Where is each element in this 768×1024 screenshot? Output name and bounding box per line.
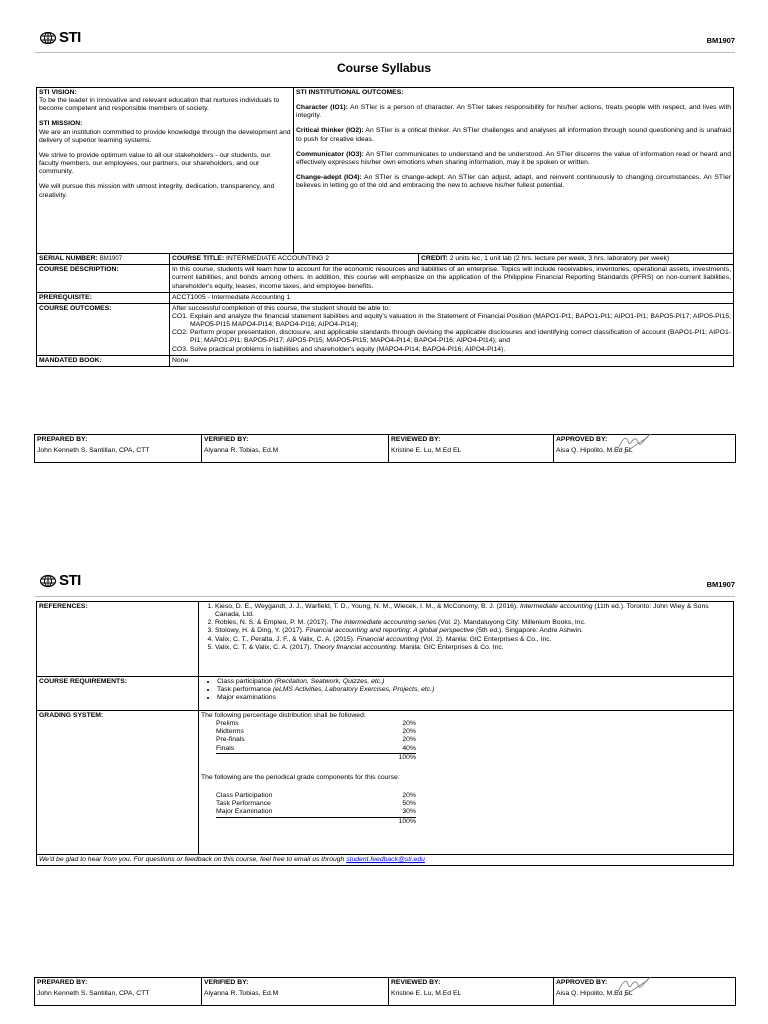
requirement-item: • Major examinations [217, 694, 731, 702]
vision-label: STI VISION: [39, 89, 77, 96]
prereq-value: ACCT1005 - Intermediate Accounting 1 [170, 292, 734, 303]
requirement-item: • Task performance (eLMS Activities, Laboratory Exercises, Projects, etc.) [217, 686, 731, 694]
grading-intro-2: The following are the periodical grade components for this course: [201, 773, 400, 781]
signature-scribble [614, 974, 654, 1000]
verified-name: Alyanna R. Tobias, Ed.M [204, 447, 279, 455]
logo-text: STI [59, 29, 81, 46]
mission-p2: We strive to provide optimum value to all our stakeholders - our students, our faculty members, our employees, our partners, our shareholders, and our community. [39, 151, 271, 176]
outcome-io3: Communicator (IO3): An STIer communicates to understand and be understood. An STIer discerns the value of information read or heard and effectively expresses his/her own emotions when sharing information, may it be spoken or written. [296, 150, 731, 166]
grade-row-midterms: Midterms 20% [216, 728, 416, 736]
sti-logo-2 [40, 572, 81, 589]
grade-dist-total: 100% [398, 753, 416, 761]
references-cell [199, 602, 734, 677]
reference-item: 5. Valix, C. T. & Valix, C. A. (2017). Theory financial accounting. Manila: GIC Enterprises & Co. Inc. [215, 644, 731, 652]
prepared-name: John Kenneth S. Santillan, CPA, CTT [37, 990, 150, 998]
serial-label: SERIAL NUMBER: [39, 255, 98, 262]
syllabus-table [36, 87, 734, 367]
credit-label: CREDIT: [421, 255, 448, 262]
verified-cell: VERIFIED BY: Alyanna R. Tobias, Ed.M [202, 435, 389, 463]
mission-label: STI MISSION: [39, 120, 83, 128]
sti-logo [40, 29, 81, 46]
feedback-email-link[interactable]: student.feedback@sti.edu [346, 856, 425, 863]
book-label: MANDATED BOOK: [37, 355, 170, 366]
signature-table-1 [34, 434, 736, 463]
syllabus-table-2 [36, 601, 734, 866]
prereq-label: PREREQUISITE: [37, 292, 170, 303]
comp-row-exam: Major Examination 30% [216, 808, 416, 817]
approved-name: Aisa Q. Hipolito, M.Ed EL [556, 990, 633, 998]
requirement-item: • Class participation (Recitation, Seatwork, Quizzes, etc.) [217, 678, 731, 686]
grade-row-prelims: Prelims 20% [216, 720, 416, 728]
comp-total: 100% [398, 817, 416, 825]
grade-row-prefinals: Pre-finals 20% [216, 736, 416, 744]
grade-row-finals: Finals 40% [216, 745, 416, 754]
grading-label: GRADING SYSTEM: [37, 711, 199, 855]
verified-cell-2: VERIFIED BY: Alyanna R. Tobias, Ed.M [202, 978, 389, 1006]
course-outcomes-label: COURSE OUTCOMES: [37, 303, 170, 355]
doc-code: BM1907 [706, 36, 735, 45]
serial-value: BM1907 [99, 256, 123, 262]
book-value: None [170, 355, 734, 366]
credit-cell [419, 254, 734, 265]
reference-item: 1. Kieso, D. E., Weygandt, J. J., Warfield, T. D., Young, N. M., Wiecek, I. M., & McConomy, B. J. (2016). Intermediate accounting (11th ed.). Toronto: John Wiey & Sons Canada, Ltd. [215, 603, 731, 619]
globe-icon [40, 32, 56, 44]
grading-cell [199, 711, 734, 855]
header-rule [35, 52, 735, 53]
grading-intro-1: The following percentage distribution shall be followed: [201, 712, 366, 719]
co3: CO3. Solve practical problems in liabilities and shareholder's equity (MAPO4-PI14; BAPO4-PI16; AIPO4-PI14). [172, 345, 506, 353]
mission-p1: We are an institution committed to provide knowledge through the development and delivery of superior learning systems. [39, 128, 291, 144]
vision-text: To be the leader in innovative and relevant education that nurtures individuals to become competent and responsible members of society. [39, 97, 280, 113]
requirements-label: COURSE REQUIREMENTS: [37, 677, 199, 711]
co1: CO1. Explain and analyze the financial statement liabilities and equity's valuation in the Statement of Financial Position (MAPO1-PI1; BAPO1-PI1; AIPO1-PI1; BAPO5-PI17; AIPO5-PI15; MAPO5-PI15 MAPO4-PI14; BAPO4-PI16; AIPO4-PI14); [172, 312, 732, 329]
reference-item: 4. Valix, C. T., Peralta, J. F., & Valix, C. A. (2015). Financial accounting (Vol. 2). Manila: GIC Enterprises & Co., Inc. [215, 636, 731, 644]
prepared-cell-2: PREPARED BY: John Kenneth S. Santillan, CPA, CTT [35, 978, 202, 1006]
course-title-label: COURSE TITLE: [172, 255, 225, 262]
approved-cell: APPROVED BY: Aisa Q. Hipolito, M.Ed EL [554, 435, 736, 463]
reviewed-name: Kristine E. Lu, M.Ed EL [391, 447, 462, 455]
doc-code-2: BM1907 [706, 580, 735, 589]
outcome-io4: Change-adept (IO4): An STIer is change-adept. An STIer can adjust, adapt, and reinvent continuously to changing circumstances. An STIer believes in letting go of the old and embracing the new to achieve his/her fullest potential. [296, 174, 731, 190]
co-intro: After successful completion of this course, the student should be able to: [172, 304, 391, 312]
reference-item: 2. Robles, N. S. & Empleo, P. M. (2017). The intermediate accounting series (Vol. 2). Mandaluyong City: Millenium Books, Inc. [215, 619, 731, 627]
reference-item: 3. Stolowy, H. & Ding, Y. (2017). Financial accounting and reporting: A global perspective (5th ed.). Singapore: Andre Ashwin. [215, 627, 731, 635]
header-rule-2 [35, 596, 735, 597]
prepared-name: John Kenneth S. Santillan, CPA, CTT [37, 447, 150, 455]
approved-cell-2: APPROVED BY: Aisa Q. Hipolito, M.Ed EL [554, 978, 736, 1006]
references-label: REFERENCES: [37, 602, 199, 677]
feedback-note: We'd be glad to hear from you. For questions or feedback on this course, feel free to email us through student.feedback@sti.edu [37, 855, 734, 866]
co2: CO2. Perform proper presentation, disclosure, and applicable standards through devising the applicable disclosures and identifying correct classification of account (BAPO1-PI1; AIPO1-PI1; MAPO1-PI1; BAPO5-PI17; AIPO5-PI15; MAPO5-PI15; MAPO4-PI14; BAPO4-PI16; AIPO4-PI14); and [172, 329, 732, 345]
institutional-outcomes-cell [294, 88, 734, 254]
course-title-value: INTERMEDIATE ACCOUNTING 2 [226, 255, 329, 262]
requirements-cell [199, 677, 734, 711]
course-outcomes-cell [170, 303, 734, 355]
description-text: In this course, students will learn how to account for the economic resources and liabilities of an enterprise. Topics will include receivables, inventories, operational assets, investments, current liabilities, and bonds among others. In addition, this course will emphasize on the application of the Philippine Financial Reporting Standards (PFRS) on non-current liabilities, shareholder's equity, leases, income taxes, and employee benefits. [170, 265, 734, 292]
reviewed-name: Kristine E. Lu, M.Ed EL [391, 990, 462, 998]
comp-row-task: Task Performance 50% [216, 800, 416, 808]
vision-mission-cell [37, 88, 294, 254]
serial-cell [37, 254, 170, 265]
signature-table-2 [34, 977, 736, 1006]
reviewed-cell: REVIEWED BY: Kristine E. Lu, M.Ed EL [389, 435, 554, 463]
comp-row-participation: Class Participation 20% [216, 792, 416, 800]
credit-value: 2 units lec, 1 unit lab (2 hrs. lecture per week, 3 hrs. laboratory per week) [449, 255, 670, 262]
description-label: COURSE DESCRIPTION: [37, 265, 170, 292]
mission-p3: We will pursue this mission with utmost integrity, dedication, transparency, and creativity. [39, 183, 275, 199]
outcome-io2: Critical thinker (IO2): An STIer is a critical thinker. An STIer challenges and analyses all information through sound questioning and is unafraid to push for creative ideas. [296, 127, 732, 143]
globe-icon [40, 575, 56, 587]
outcome-io1: Character (IO1): An STIer is a person of character. An STIer takes responsibility for his/her actions, treats people with respect, and lives with integrity. [296, 104, 732, 120]
prepared-cell: PREPARED BY: John Kenneth S. Santillan, CPA, CTT [35, 435, 202, 463]
outcomes-label: STI INSTITUTIONAL OUTCOMES: [296, 89, 404, 96]
approved-name: Aisa Q. Hipolito, M.Ed EL [556, 447, 633, 455]
logo-text: STI [59, 572, 81, 589]
page-title: Course Syllabus [336, 61, 432, 75]
course-title-cell [170, 254, 419, 265]
signature-scribble [614, 431, 654, 457]
verified-name: Alyanna R. Tobias, Ed.M [204, 990, 279, 998]
reviewed-cell-2: REVIEWED BY: Kristine E. Lu, M.Ed EL [389, 978, 554, 1006]
